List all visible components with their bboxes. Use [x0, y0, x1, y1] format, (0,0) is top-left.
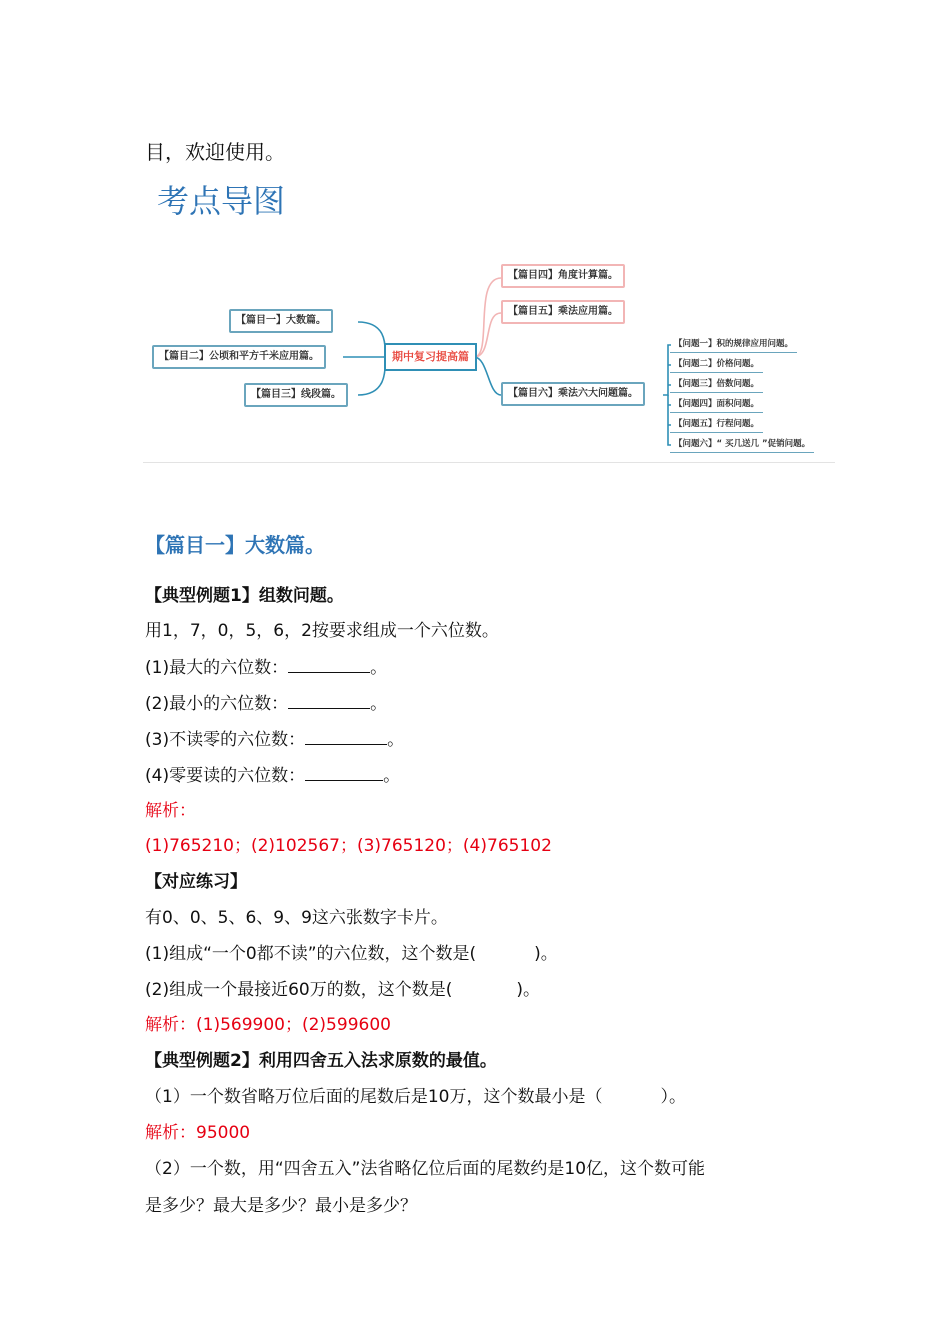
answer-blank — [288, 692, 370, 709]
example-2-q2-line-2: 是多少？最大是多少？最小是多少？ — [145, 1196, 417, 1216]
section-title: 【篇目一】大数篇。 — [145, 533, 325, 557]
example-1-q2: (2)最小的六位数： 。 — [145, 694, 388, 714]
mindmap-node-4: 【篇目四】角度计算篇。 — [501, 264, 625, 288]
mindmap-heading: 考点导图 — [157, 182, 286, 220]
practice-stem: 有0、0、5、6、9、9这六张数字卡片。 — [145, 908, 448, 928]
example-1-q3: (3)不读零的六位数： 。 — [145, 730, 405, 750]
practice-answer: 解析：(1)569900；(2)599600 — [145, 1015, 391, 1035]
mindmap-node-3: 【篇目三】线段篇。 — [244, 383, 348, 407]
example-2-q2-line-1: （2）一个数，用“四舍五入”法省略亿位后面的尾数约是10亿，这个数可能 — [145, 1159, 706, 1179]
example-1-q4: (4)零要读的六位数： 。 — [145, 766, 401, 786]
example-1-title: 【典型例题1】组数问题。 — [145, 586, 344, 606]
mindmap-sub-5: 【问题五】行程问题。 — [670, 417, 763, 433]
mindmap-node-1: 【篇目一】大数篇。 — [229, 309, 333, 333]
answer-blank — [305, 728, 387, 745]
example-1-answer: (1)765210；(2)102567；(3)765120；(4)765102 — [145, 836, 552, 856]
mindmap-sub-6: 【问题六】“ 买几送几 ”促销问题。 — [670, 437, 814, 453]
example-2-q1: （1）一个数省略万位后面的尾数后是10万，这个数最小是（ ）。 — [145, 1087, 686, 1107]
mindmap-node-6: 【篇目六】乘法六大问题篇。 — [501, 382, 645, 406]
mindmap-node-2: 【篇目二】公顷和平方千米应用篇。 — [152, 345, 326, 369]
mindmap-center-node: 期中复习提高篇 — [384, 343, 477, 371]
example-2-title: 【典型例题2】利用四舍五入法求原数的最值。 — [145, 1051, 497, 1071]
practice-q1: (1)组成“一个0都不读”的六位数，这个数是( )。 — [145, 944, 558, 964]
example-1-analysis-label: 解析： — [145, 801, 196, 821]
mindmap-sub-1: 【问题一】积的规律应用问题。 — [670, 337, 797, 353]
example-1-stem: 用1，7，0，5，6，2按要求组成一个六位数。 — [145, 621, 499, 641]
practice-title: 【对应练习】 — [145, 872, 247, 892]
example-1-q1: (1)最大的六位数： 。 — [145, 658, 388, 678]
mindmap-sub-4: 【问题四】面积问题。 — [670, 397, 763, 413]
mindmap-node-5: 【篇目五】乘法应用篇。 — [501, 300, 625, 324]
mindmap-bottom-rule — [143, 462, 835, 463]
mindmap-sub-2: 【问题二】价格问题。 — [670, 357, 763, 373]
mindmap-sub-3: 【问题三】倍数问题。 — [670, 377, 763, 393]
answer-blank — [305, 764, 383, 781]
example-2-answer-1: 解析：95000 — [145, 1123, 251, 1143]
practice-q2: (2)组成一个最接近60万的数，这个数是( )。 — [145, 980, 540, 1000]
lead-text: 目，欢迎使用。 — [145, 140, 285, 164]
answer-blank — [288, 656, 370, 673]
